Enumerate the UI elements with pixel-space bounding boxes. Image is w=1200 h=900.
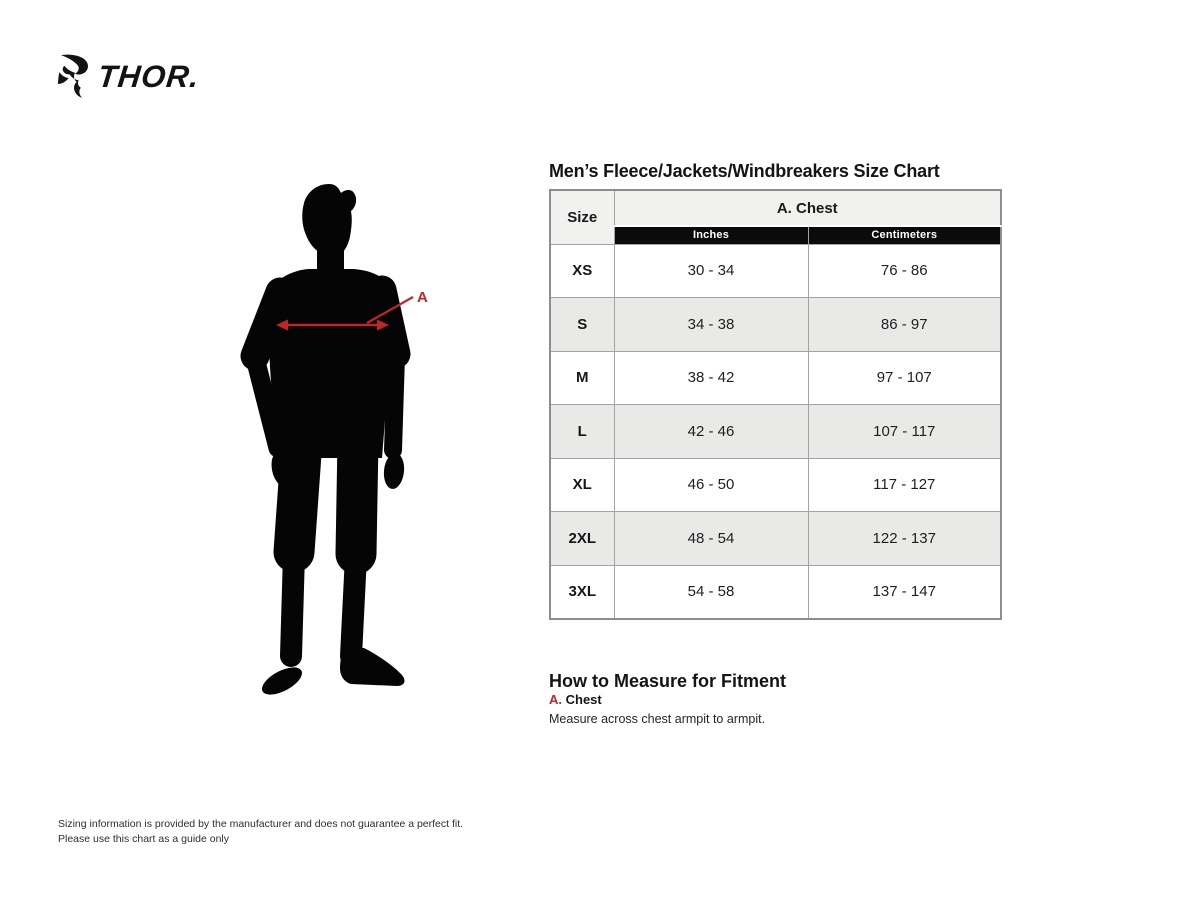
inches-value: 30 - 34	[614, 244, 808, 298]
centimeters-unit-header: Centimeters	[808, 226, 1001, 244]
table-row-xl	[550, 458, 1001, 512]
disclaimer-line-2: Please use this chart as a guide only	[58, 833, 230, 846]
centimeters-value: 137 - 147	[808, 565, 1001, 619]
size-label: 2XL	[550, 512, 614, 566]
header-row-units	[550, 226, 1001, 244]
thor-bull-icon	[57, 54, 94, 100]
disclaimer-line-1: Sizing information is provided by the manufacturer and does not guarantee a perfect fit.	[58, 818, 464, 830]
inches-value: 46 - 50	[614, 458, 808, 512]
centimeters-value: 86 - 97	[808, 298, 1001, 352]
arrowhead-left-icon	[276, 320, 288, 331]
table-row-2xl	[550, 512, 1001, 566]
measure-item-label	[549, 692, 765, 707]
measure-guide-heading: How to Measure for Fitment	[549, 670, 787, 691]
chest-group-header: A. Chest	[614, 190, 1001, 226]
table-row-3xl	[550, 565, 1001, 619]
centimeters-value: 122 - 137	[808, 512, 1001, 566]
disclaimer	[58, 817, 463, 847]
size-chart-title: Men’s Fleece/Jackets/Windbreakers Size Chart	[549, 161, 940, 182]
annotation-letter: A	[417, 289, 428, 306]
measure-item-letter: A.	[549, 692, 562, 707]
table-row-l	[550, 405, 1001, 459]
size-label: 3XL	[550, 565, 614, 619]
table-row-s	[550, 298, 1001, 352]
inches-value: 34 - 38	[614, 298, 808, 352]
centimeters-value: 97 - 107	[808, 351, 1001, 405]
chest-measurement-annotation	[270, 280, 440, 340]
size-label: S	[550, 298, 614, 352]
measure-item-description: Measure across chest armpit to armpit.	[549, 712, 766, 726]
inches-value: 42 - 46	[614, 405, 808, 459]
centimeters-value: 76 - 86	[808, 244, 1001, 298]
size-chart-table	[549, 189, 1002, 620]
size-chart-table-wrap	[549, 189, 1002, 620]
arrowhead-right-icon	[377, 320, 389, 331]
size-label: M	[550, 351, 614, 405]
inches-value: 38 - 42	[614, 351, 808, 405]
header-row-group	[550, 190, 1001, 226]
size-label: XL	[550, 458, 614, 512]
brand-wordmark: THOR.	[96, 59, 202, 94]
centimeters-value: 107 - 117	[808, 405, 1001, 459]
brand-logo	[57, 54, 202, 100]
table-row-m	[550, 351, 1001, 405]
table-row-xs	[550, 244, 1001, 298]
size-label: XS	[550, 244, 614, 298]
size-column-header: Size	[550, 190, 614, 244]
measure-item-name: Chest	[565, 692, 602, 707]
inches-unit-header: Inches	[614, 226, 808, 244]
male-silhouette	[230, 178, 450, 708]
inches-value: 48 - 54	[614, 512, 808, 566]
size-label: L	[550, 405, 614, 459]
measure-item-chest	[549, 692, 765, 726]
centimeters-value: 117 - 127	[808, 458, 1001, 512]
inches-value: 54 - 58	[614, 565, 808, 619]
